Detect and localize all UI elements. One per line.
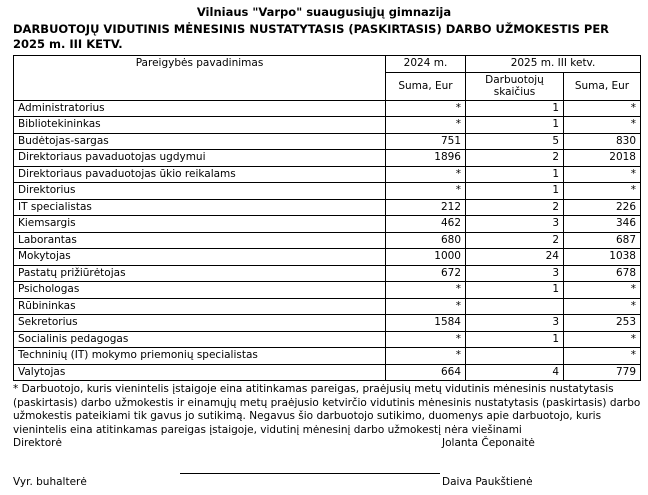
footnote: * Darbuotojo, kuris vienintelis įstaigoje eina atitinkamas pareigas, praėjusių metų vidutinis mėnesinis nustatytasis (paskirtasis) darbo užmokestis ir einamųjų metų praėjusio ketvirčio vidutinis mėnesinis nustatytasis (paskirtasis) darbo užmokestis pateikiami tik gavus jo sutikimą. Negavus šio darbuotojo sutikimo, duomenys apie darbuotojo, kuris vienintelis eina atitinkamas pareigas įstaigoje, vidutinį mėnesinį darbo užmokestį nėra viešinami — [13, 383, 641, 436]
cell-sum-2025: 687 — [564, 232, 641, 249]
table-body — [14, 100, 641, 381]
cell-position: Sekretorius — [14, 315, 386, 332]
cell-position: Socialinis pedagogas — [14, 331, 386, 348]
organization-name: Vilniaus "Varpo" suaugusiųjų gimnazija — [196, 5, 452, 19]
cell-sum-2025: 253 — [564, 315, 641, 332]
cell-sum-2025: * — [564, 331, 641, 348]
cell-sum-2024: * — [386, 331, 466, 348]
cell-sum-2024: 1896 — [386, 150, 466, 167]
cell-sum-2024: 1000 — [386, 249, 466, 266]
cell-sum-2024: 680 — [386, 232, 466, 249]
cell-employees: 1 — [466, 282, 564, 299]
table-row — [14, 183, 641, 200]
cell-position: Psichologas — [14, 282, 386, 299]
cell-position: Direktoriaus pavaduotojas ugdymui — [14, 150, 386, 167]
cell-sum-2024: * — [386, 117, 466, 134]
cell-sum-2025: 346 — [564, 216, 641, 233]
cell-employees: 3 — [466, 216, 564, 233]
cell-employees: 1 — [466, 166, 564, 183]
cell-position: Techninių (IT) mokymo priemonių specialistas — [14, 348, 386, 365]
cell-sum-2025: 830 — [564, 133, 641, 150]
table-row — [14, 298, 641, 315]
document-title: DARBUOTOJŲ VIDUTINIS MĖNESINIS NUSTATYTASIS (PASKIRTASIS) DARBO UŽMOKESTIS PER 2025 m. III KETV. — [13, 22, 610, 51]
header-sum-2024: Suma, Eur — [386, 72, 466, 100]
signature-name-director: Jolanta Čeponaitė — [442, 437, 535, 449]
cell-position: Mokytojas — [14, 249, 386, 266]
cell-sum-2024: 751 — [386, 133, 466, 150]
cell-employees: 2 — [466, 199, 564, 216]
cell-sum-2025: 2018 — [564, 150, 641, 167]
table-row — [14, 331, 641, 348]
table-row — [14, 364, 641, 381]
table-row — [14, 199, 641, 216]
cell-sum-2024: * — [386, 282, 466, 299]
header-row-1 — [14, 56, 641, 73]
signature-role-accountant: Vyr. buhalterė — [13, 476, 87, 488]
cell-sum-2024: * — [386, 100, 466, 117]
cell-employees: 4 — [466, 364, 564, 381]
cell-sum-2025: * — [564, 348, 641, 365]
cell-position: Laborantas — [14, 232, 386, 249]
cell-employees: 2 — [466, 150, 564, 167]
table-row — [14, 150, 641, 167]
header-position: Pareigybės pavadinimas — [14, 56, 386, 101]
signature-line — [180, 473, 440, 474]
cell-employees: 5 — [466, 133, 564, 150]
cell-sum-2025: 779 — [564, 364, 641, 381]
cell-sum-2025: * — [564, 100, 641, 117]
table-row — [14, 282, 641, 299]
cell-position: Pastatų prižiūrėtojas — [14, 265, 386, 282]
header-employees: Darbuotojų skaičius — [466, 72, 564, 100]
signature-name-accountant: Daiva Paukštienė — [442, 476, 533, 488]
cell-employees: 3 — [466, 315, 564, 332]
cell-sum-2024: * — [386, 166, 466, 183]
cell-position: Direktoriaus pavaduotojas ūkio reikalams — [14, 166, 386, 183]
cell-position: Kiemsargis — [14, 216, 386, 233]
cell-sum-2024: 212 — [386, 199, 466, 216]
cell-position: Administratorius — [14, 100, 386, 117]
header-sum-2025: Suma, Eur — [564, 72, 641, 100]
cell-sum-2025: 678 — [564, 265, 641, 282]
cell-sum-2025: * — [564, 166, 641, 183]
header-period-2025: 2025 m. III ketv. — [466, 56, 641, 73]
cell-position: Bibliotekininkas — [14, 117, 386, 134]
salary-table — [13, 55, 641, 381]
cell-employees: 1 — [466, 331, 564, 348]
cell-employees — [466, 348, 564, 365]
table-row — [14, 348, 641, 365]
table-row — [14, 232, 641, 249]
cell-sum-2025: * — [564, 183, 641, 200]
table-row — [14, 265, 641, 282]
cell-employees: 24 — [466, 249, 564, 266]
table-row — [14, 315, 641, 332]
cell-employees: 2 — [466, 232, 564, 249]
table-row — [14, 100, 641, 117]
header-year-2024: 2024 m. — [386, 56, 466, 73]
cell-sum-2024: * — [386, 348, 466, 365]
cell-sum-2025: * — [564, 298, 641, 315]
cell-sum-2024: 664 — [386, 364, 466, 381]
cell-employees: 1 — [466, 117, 564, 134]
cell-position: Direktorius — [14, 183, 386, 200]
cell-position: IT specialistas — [14, 199, 386, 216]
cell-employees: 3 — [466, 265, 564, 282]
cell-sum-2025: 1038 — [564, 249, 641, 266]
table-row — [14, 249, 641, 266]
cell-sum-2024: 672 — [386, 265, 466, 282]
cell-employees — [466, 298, 564, 315]
cell-sum-2025: * — [564, 117, 641, 134]
cell-position: Rūbininkas — [14, 298, 386, 315]
cell-position: Budėtojas-sargas — [14, 133, 386, 150]
table-row — [14, 133, 641, 150]
cell-sum-2025: * — [564, 282, 641, 299]
cell-sum-2025: 226 — [564, 199, 641, 216]
table-row — [14, 216, 641, 233]
cell-sum-2024: 1584 — [386, 315, 466, 332]
cell-sum-2024: 462 — [386, 216, 466, 233]
table-row — [14, 166, 641, 183]
cell-sum-2024: * — [386, 298, 466, 315]
cell-employees: 1 — [466, 183, 564, 200]
table-row — [14, 117, 641, 134]
cell-sum-2024: * — [386, 183, 466, 200]
signature-role-director: Direktorė — [13, 437, 62, 449]
cell-position: Valytojas — [14, 364, 386, 381]
cell-employees: 1 — [466, 100, 564, 117]
